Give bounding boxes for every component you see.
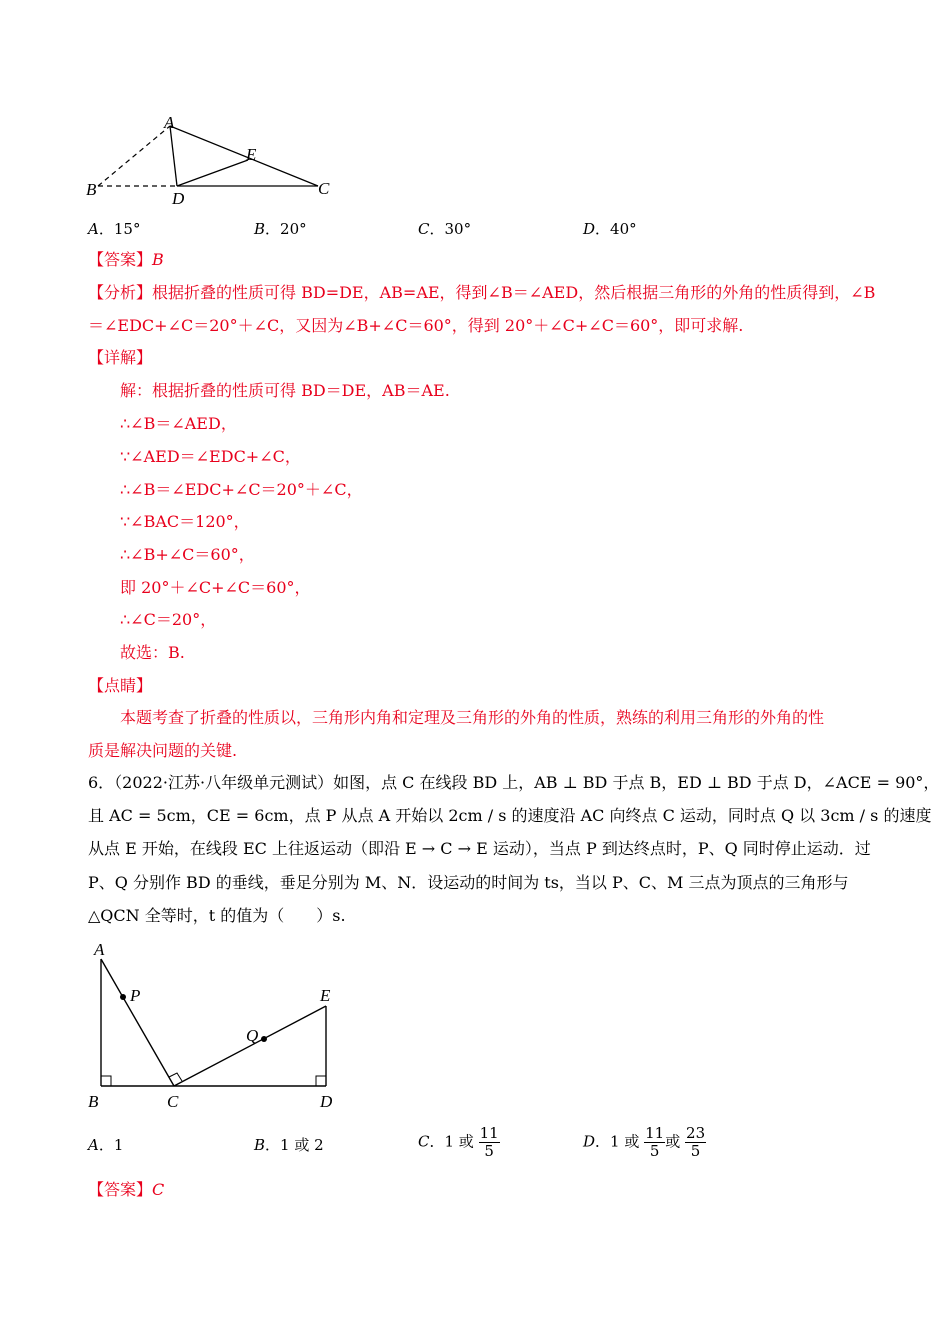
label-a2: A bbox=[94, 940, 105, 959]
q5-answer bbox=[88, 250, 164, 270]
right-angle-d bbox=[316, 1076, 326, 1086]
q5-analysis-tag: 【分析】 bbox=[88, 283, 153, 302]
label-c2: C bbox=[167, 1092, 179, 1111]
segment-ad bbox=[170, 126, 177, 186]
fraction-denominator: 5 bbox=[690, 1142, 701, 1160]
figure-folded-triangle bbox=[78, 108, 348, 208]
q6-option-d-fraction-1 bbox=[644, 1125, 665, 1160]
q5-analysis-text-1: 根据折叠的性质可得 BD=DE，AB=AE，得到∠B＝∠AED，然后根据三角形的外角的性质得到，∠B bbox=[152, 283, 876, 302]
fraction-denominator: 5 bbox=[484, 1142, 494, 1160]
q6-answer-tag: 【答案】 bbox=[88, 1180, 153, 1199]
segment-de bbox=[177, 160, 248, 186]
q5-answer-tag: 【答案】 bbox=[88, 250, 153, 269]
q5-option-b-text: 20° bbox=[280, 220, 307, 238]
q6-option-d-pre: 1 或 bbox=[610, 1132, 640, 1151]
point-q bbox=[261, 1036, 267, 1042]
q5-detail-line-1: 解：根据折叠的性质可得 BD＝DE，AB＝AE. bbox=[120, 381, 450, 400]
segment-ce bbox=[174, 1006, 326, 1086]
q6-option-c-letter: C bbox=[418, 1132, 430, 1151]
figure-perpendiculars bbox=[80, 935, 350, 1115]
q5-point-line-1: 本题考查了折叠的性质以，三角形内角和定理及三角形的外角的性质，熟练的利用三角形的外角的性 bbox=[120, 708, 825, 727]
q5-detail-line-2: ∴∠B＝∠AED， bbox=[120, 414, 237, 433]
q5-analysis-line-1 bbox=[88, 283, 875, 303]
q5-option-a: A．15° bbox=[88, 220, 141, 238]
label-e2: E bbox=[320, 986, 331, 1005]
label-d2: D bbox=[320, 1092, 333, 1111]
q5-analysis-line-2: ＝∠EDC+∠C＝20°＋∠C，又因为∠B+∠C＝60°，得到 20°＋∠C+∠C＝60°，即可求解. bbox=[88, 316, 744, 335]
q5-option-d: D．40° bbox=[583, 220, 637, 238]
label-q: Q bbox=[246, 1026, 259, 1045]
q5-detail-line-6: ∴∠B+∠C＝60°， bbox=[120, 545, 255, 564]
fraction-numerator: 11 bbox=[645, 1124, 665, 1142]
segment-ba-dashed bbox=[98, 126, 170, 186]
q5-option-d-text: 40° bbox=[610, 220, 637, 238]
q5-point-tag: 【点睛】 bbox=[88, 676, 153, 695]
segment-ac bbox=[101, 959, 174, 1086]
q6-option-d-mid: 或 bbox=[665, 1132, 681, 1151]
q5-detail-line-4: ∴∠B＝∠EDC+∠C＝20°＋∠C， bbox=[120, 480, 363, 499]
label-a: A bbox=[164, 113, 175, 132]
label-b: B bbox=[86, 180, 97, 199]
q5-option-a-letter: A bbox=[88, 220, 99, 238]
q6-option-c-fraction bbox=[479, 1125, 500, 1160]
q6-stem-line-2: 且 AC = 5cm，CE = 6cm，点 P 从点 A 开始以 2cm / s 的速度沿 AC 向终点 C 运动，同时点 Q 以 3cm / s 的速度 bbox=[88, 806, 932, 825]
label-e: E bbox=[246, 145, 257, 164]
label-c: C bbox=[318, 179, 330, 198]
q6-option-a-letter: A bbox=[88, 1136, 99, 1154]
q6-answer bbox=[88, 1180, 164, 1200]
q5-answer-value: B bbox=[152, 250, 164, 269]
q6-stem-line-1: 6．（2022·江苏·八年级单元测试）如图，点 C 在线段 BD 上，AB ⊥ BD 于点 B，ED ⊥ BD 于点 D，∠ACE = 90°， bbox=[88, 773, 940, 792]
q5-option-a-text: 15° bbox=[113, 220, 141, 238]
q5-option-d-letter: D bbox=[583, 220, 596, 238]
q6-option-c-pre: 1 或 bbox=[444, 1132, 474, 1151]
q5-option-c-text: 30° bbox=[444, 220, 472, 238]
q5-detail-line-5: ∵∠BAC＝120°， bbox=[120, 512, 250, 531]
q6-stem-line-3: 从点 E 开始，在线段 EC 上往返运动（即沿 E → C → E 运动），当点 P 到达终点时，P、Q 同时停止运动．过 bbox=[88, 839, 871, 858]
q6-option-b-text: 1 或 2 bbox=[280, 1136, 324, 1154]
segment-ac bbox=[170, 126, 318, 186]
fraction-numerator: 11 bbox=[479, 1124, 499, 1142]
q6-option-a-text: 1 bbox=[113, 1136, 124, 1154]
fraction-numerator: 23 bbox=[686, 1124, 706, 1142]
q5-point-line-2: 质是解决问题的关键. bbox=[88, 741, 238, 760]
q5-detail-line-8: ∴∠C＝20°， bbox=[120, 610, 217, 629]
label-p: P bbox=[130, 986, 141, 1005]
q6-stem-line-4: P、Q 分别作 BD 的垂线，垂足分别为 M、N．设运动的时间为 ts，当以 P、C、M 三点为顶点的三角形与 bbox=[88, 873, 849, 892]
right-angle-b bbox=[101, 1076, 111, 1086]
q6-option-a: A．1 bbox=[88, 1136, 124, 1154]
q5-detail-tag: 【详解】 bbox=[88, 348, 153, 367]
q5-detail-line-3: ∵∠AED＝∠EDC+∠C， bbox=[120, 447, 301, 466]
point-p bbox=[120, 994, 126, 1000]
q5-option-b: B．20° bbox=[254, 220, 307, 238]
label-b2: B bbox=[88, 1092, 99, 1111]
q6-stem-line-5: △QCN 全等时，t 的值为（ ）s. bbox=[88, 906, 346, 925]
q6-option-d-fraction-2 bbox=[685, 1125, 706, 1160]
q6-option-d: D．1 或 $\frac{11}{5}$ 或 $\frac{23}{5}$ bbox=[583, 1124, 706, 1160]
q5-detail-line-9: 故选：B. bbox=[120, 643, 185, 662]
q6-option-b-letter: B bbox=[254, 1136, 266, 1154]
fraction-denominator: 5 bbox=[649, 1142, 660, 1160]
q5-option-c-letter: C bbox=[418, 220, 430, 238]
q6-option-d-letter: D bbox=[583, 1132, 596, 1151]
q5-detail-line-7: 即 20°＋∠C+∠C＝60°， bbox=[120, 578, 311, 597]
q6-answer-value: C bbox=[152, 1180, 165, 1199]
label-d: D bbox=[172, 189, 185, 208]
q6-option-c: C．1 或 $\frac{11}{5}$ bbox=[418, 1124, 499, 1160]
q6-option-b: B．1 或 2 bbox=[254, 1136, 324, 1154]
q5-option-c: C．30° bbox=[418, 220, 472, 238]
q5-option-b-letter: B bbox=[254, 220, 266, 238]
